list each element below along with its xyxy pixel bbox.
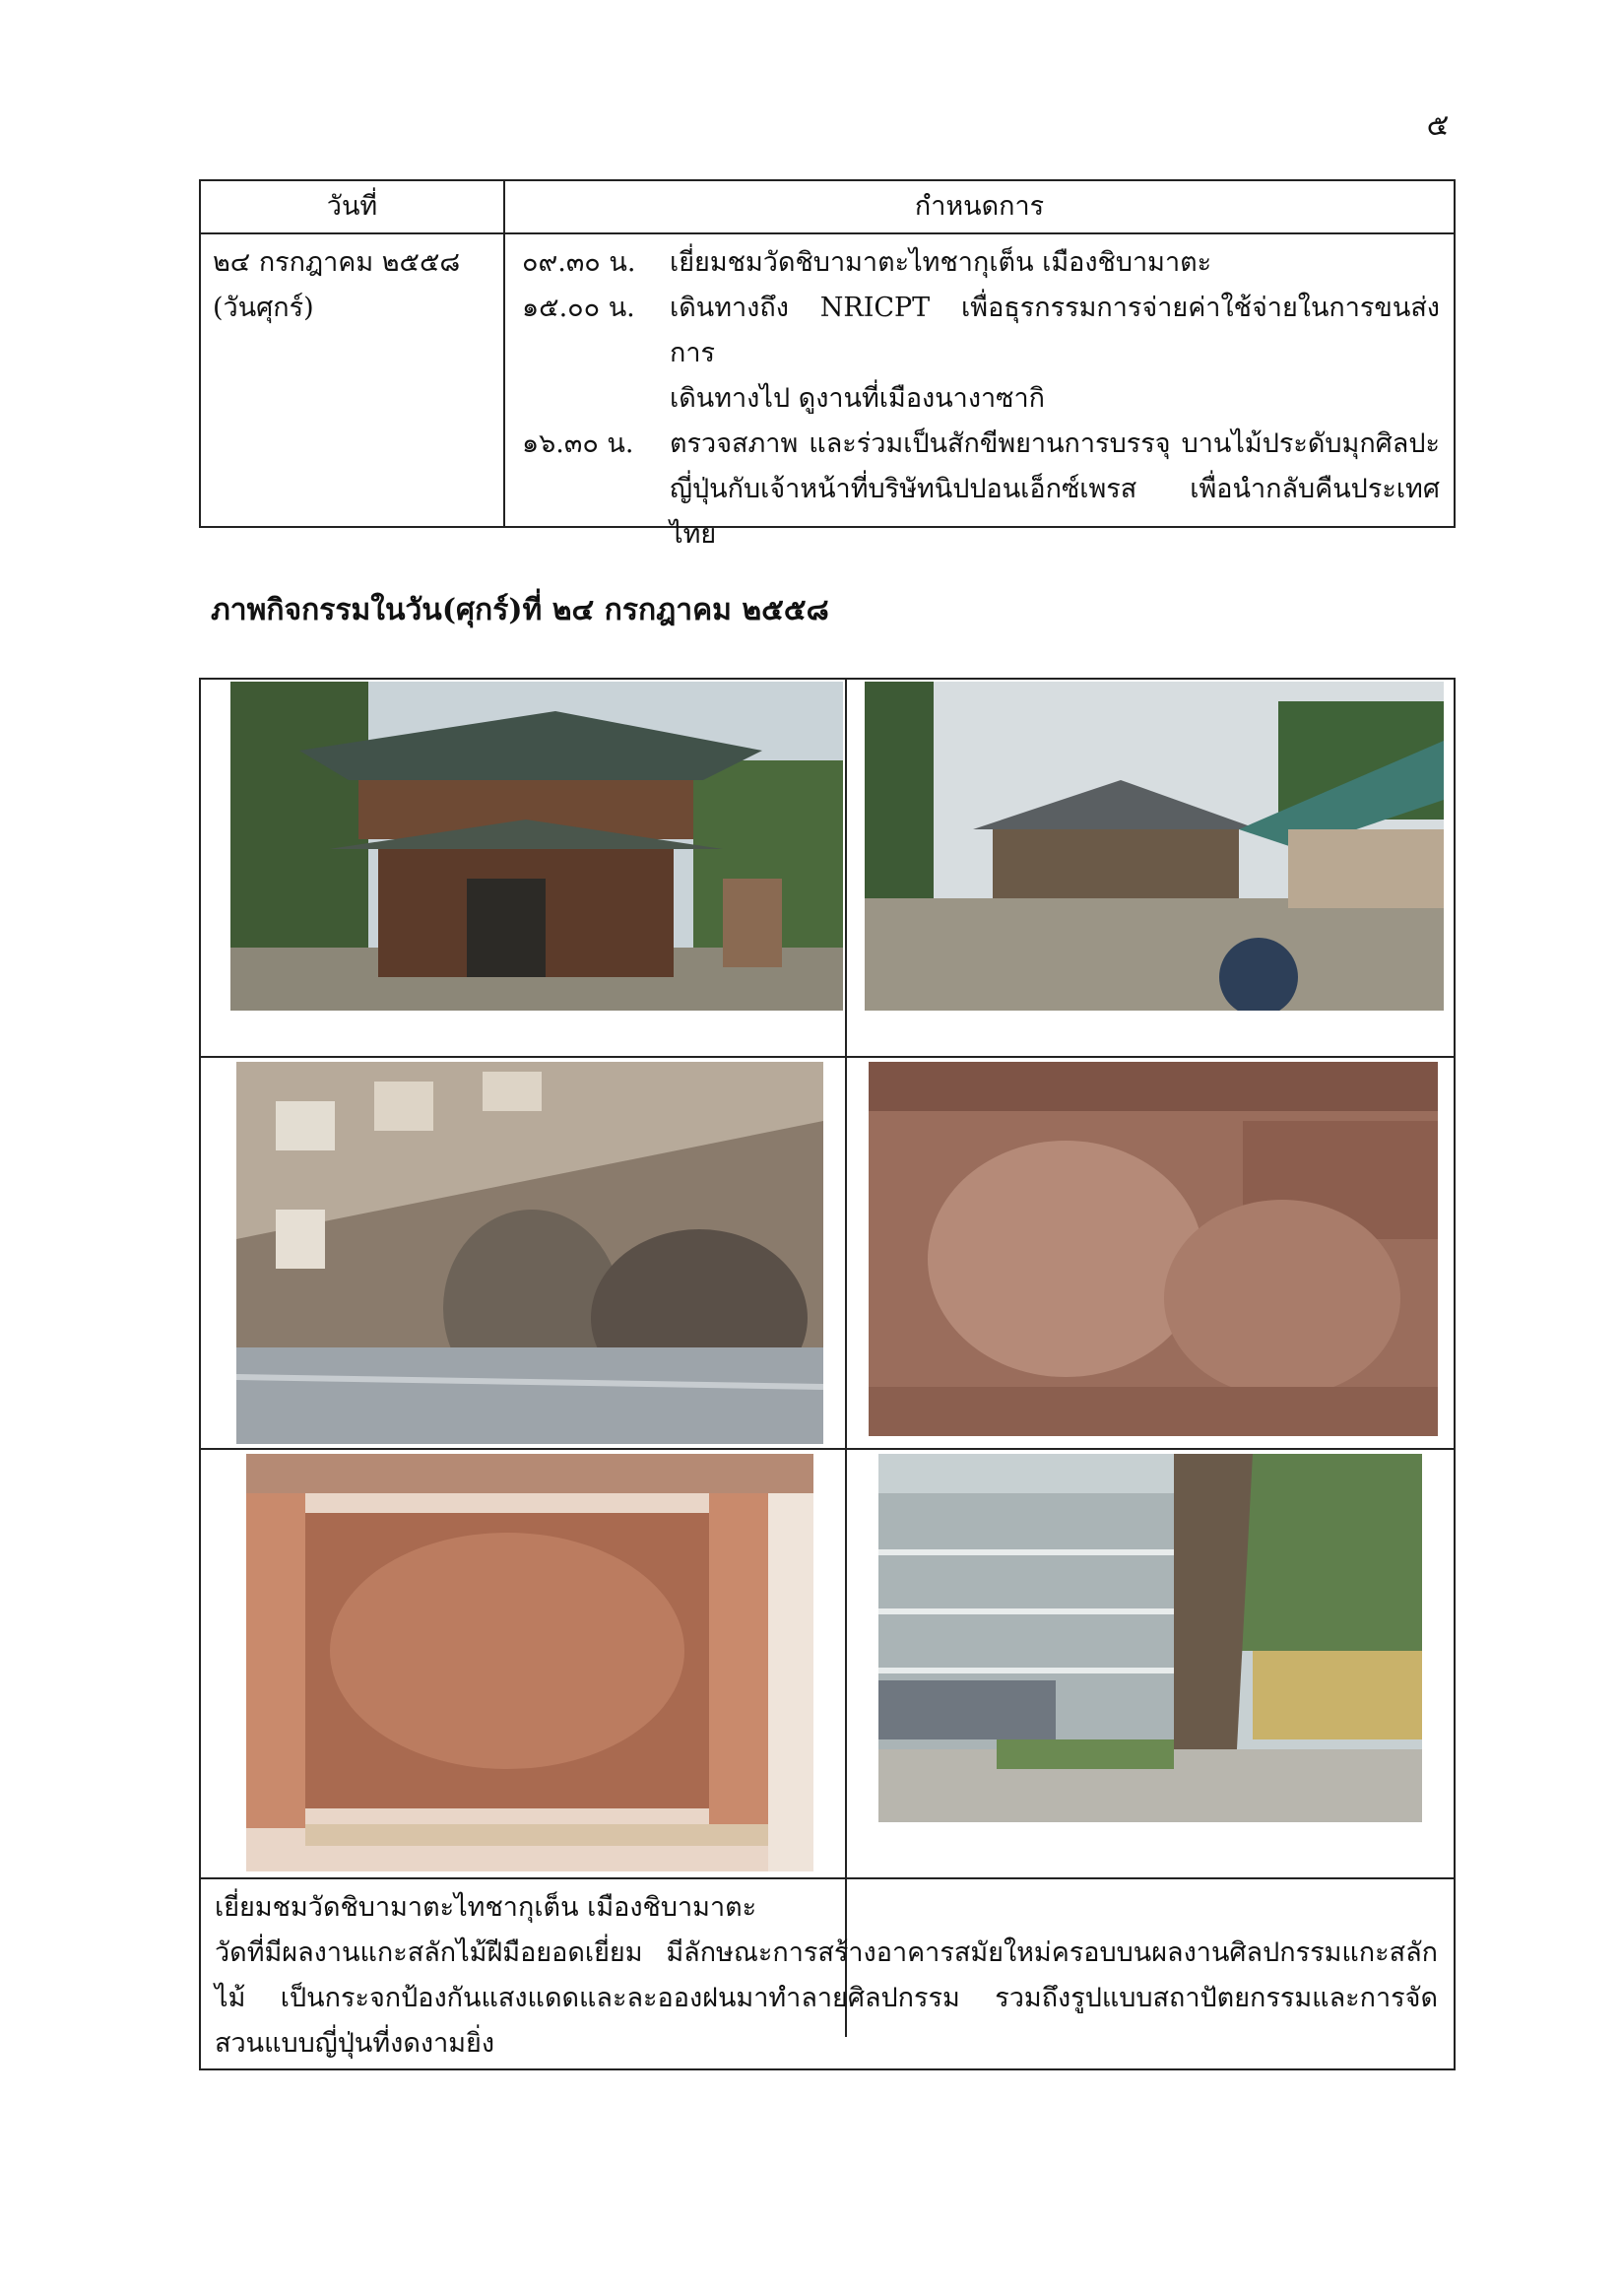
entry-description: ญี่ปุ่นกับเจ้าหน้าที่บริษัทนิปปอนเอ็กซ์เพรส เพื่อนำกลับคืนประเทศ xyxy=(670,474,1440,504)
entry-time: ๐๙.๓๐ น. xyxy=(522,247,636,278)
entry-description: ไทย xyxy=(670,519,717,550)
photo-carved-panel xyxy=(246,1454,813,1871)
agenda-entry xyxy=(522,422,1440,558)
photo-grid xyxy=(199,678,1456,2070)
date-cell xyxy=(213,240,498,331)
photo-carved-dragon xyxy=(236,1062,823,1444)
photo-carved-birds xyxy=(869,1062,1438,1436)
header-agenda: กำหนดการ xyxy=(914,191,1045,222)
schedule-table xyxy=(199,179,1456,550)
entry-description: เดินทางไป ดูงานที่เมืองนางาซากิ xyxy=(670,383,1046,414)
photo-glass-enclosure xyxy=(878,1454,1422,1822)
entry-description: ตรวจสภาพ และร่วมเป็นสักขีพยานการบรรจุ บานไม้ประดับมุกศิลปะ xyxy=(670,428,1440,459)
entry-time: ๑๕.๐๐ น. xyxy=(522,293,635,323)
entry-time: ๑๖.๓๐ น. xyxy=(522,428,634,459)
weekday-text: (วันศุกร์) xyxy=(213,293,314,323)
caption-title: เยี่ยมชมวัดชิบามาตะไทชากุเต็น เมืองชิบามาตะ xyxy=(215,1892,757,1923)
caption-text: สวนแบบญี่ปุ่นที่งดงามยิ่ง xyxy=(215,2028,495,2059)
date-text: ๒๔ กรกฎาคม ๒๕๕๘ xyxy=(213,247,461,278)
photo-caption xyxy=(215,1885,1438,2066)
entry-description: เยี่ยมชมวัดชิบามาตะไทชากุเต็น เมืองชิบามาตะ xyxy=(670,247,1212,278)
photo-temple-gate xyxy=(230,682,843,1011)
section-title: ภาพกิจกรรมในวัน(ศุกร์)ที่ ๒๔ กรกฎาคม ๒๕๕๘ xyxy=(211,593,829,627)
agenda-entry xyxy=(522,240,1440,286)
photo-temple-hall xyxy=(865,682,1444,1011)
agenda-cell xyxy=(522,240,1440,558)
caption-text: วัดที่มีผลงานแกะสลักไม้ฝีมือยอดเยี่ยม มีลักษณะการสร้างอาคารสมัยใหม่ครอบบนผลงานศิลปกรรมแกะสลัก xyxy=(215,1937,1438,1968)
header-date: วันที่ xyxy=(326,191,378,222)
entry-description: เดินทางถึง NRICPT เพื่อธุรกรรมการจ่ายค่าใช้จ่ายในการขนส่ง การ xyxy=(670,293,1440,368)
agenda-entry xyxy=(522,286,1440,422)
caption-text: ไม้ เป็นกระจกป้องกันแสงแดดและละอองฝนมาทำลายศิลปกรรม รวมถึงรูปแบบสถาปัตยกรรมและการจัด xyxy=(215,1983,1438,2013)
page-number: ๕ xyxy=(1426,108,1450,143)
